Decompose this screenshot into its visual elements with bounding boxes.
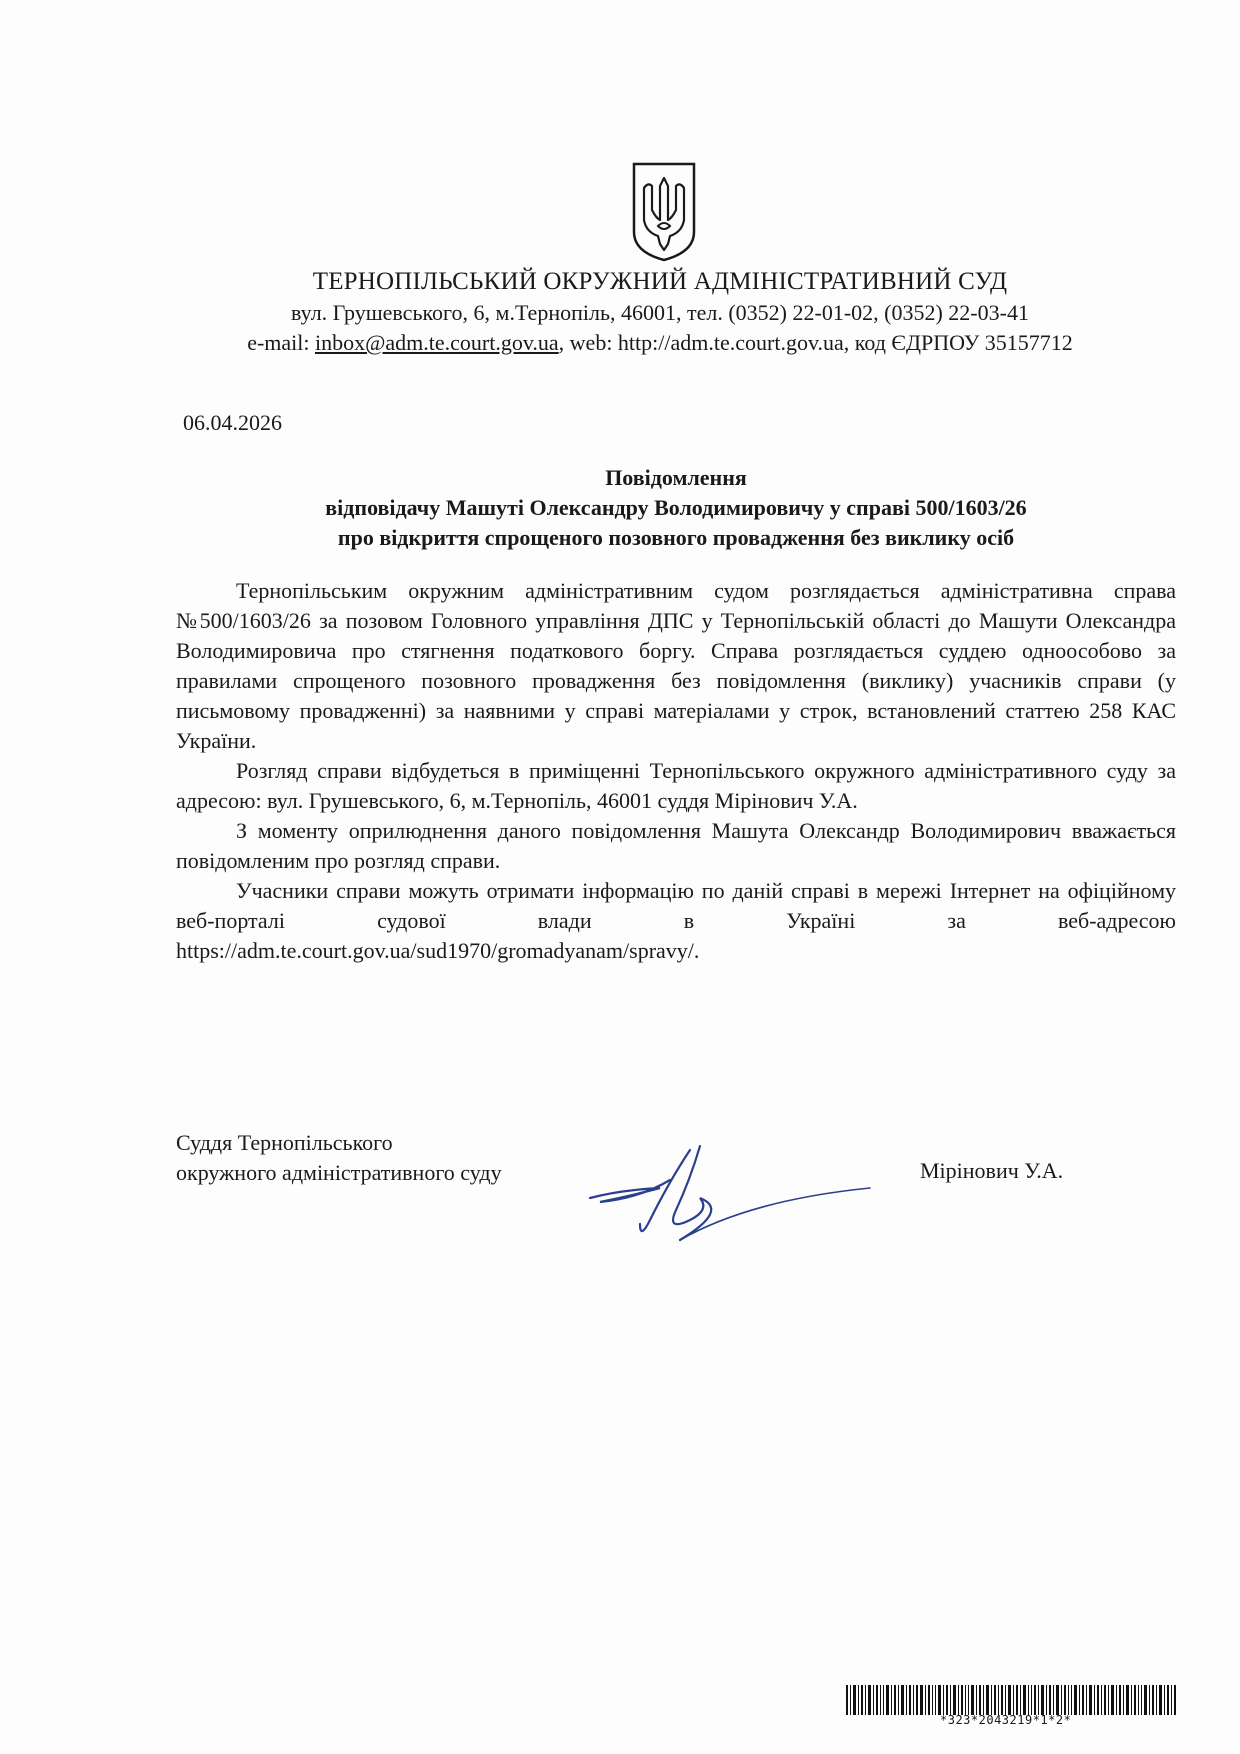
judge-name: Мірінович У.А. bbox=[920, 1158, 1064, 1183]
notice-title bbox=[176, 463, 1176, 553]
paragraph-notification: З моменту оприлюднення даного повідомлення Машута Олександр Володимирович вважається повідомленим про розгляд справи. bbox=[176, 818, 1176, 873]
court-email-link[interactable]: inbox@adm.te.court.gov.ua bbox=[315, 330, 559, 355]
court-contacts bbox=[210, 330, 1110, 356]
title-line-2: відповідачу Машуті Олександру Володимировичу у справі 500/1603/26 bbox=[325, 495, 1027, 520]
judge-position-line-1: Суддя Тернопільського bbox=[176, 1130, 393, 1155]
judge-position bbox=[176, 1128, 502, 1188]
barcode-graphic bbox=[846, 1685, 1176, 1715]
email-prefix: e-mail: bbox=[247, 330, 315, 355]
paragraph-case-info: Тернопільським окружним адміністративним судом розглядається адміністративна справа №500/1603/26 за позовом Головного управління ДПС у Тернопільській області до Машути Олександра Володимировича про стягнення податкового боргу. Справа розглядається суддею одноособово за правилами спрощеного позовного провадження без повідомлення (виклику) учасників справи (у письмовому провадженні) за наявними у справі матеріалами у строк, встановлений статтею 258 КАС України. bbox=[176, 578, 1176, 753]
court-address: вул. Грушевського, 6, м.Тернопіль, 46001, тел. (0352) 22-01-02, (0352) 22-03-41 bbox=[291, 300, 1029, 325]
paragraph-hearing-place: Розгляд справи відбудеться в приміщенні Тернопільського окружного адміністративного суду за адресою: вул. Грушевського, 6, м.Тернопіль, 46001 суддя Мірінович У.А. bbox=[176, 758, 1176, 813]
notice-body bbox=[176, 576, 1176, 966]
title-line-1: Повідомлення bbox=[605, 465, 747, 490]
court-name: ТЕРНОПІЛЬСЬКИЙ ОКРУЖНИЙ АДМІНІСТРАТИВНИЙ СУД bbox=[312, 268, 1008, 295]
judge-position-line-2: окружного адміністративного суду bbox=[176, 1160, 502, 1185]
paragraph-info-portal: Учасники справи можуть отримати інформацію по даній справі в мережі Інтернет на офіційному веб-порталі судової влади в Україні за веб-адресою https://adm.te.court.gov.ua/sud1970/gromadyanam/spravy/. bbox=[176, 878, 1176, 963]
document-date: 06.04.2026 bbox=[183, 410, 282, 435]
contacts-rest: , web: http://adm.te.court.gov.ua, код ЄДРПОУ 35157712 bbox=[558, 330, 1073, 355]
barcode-number: *323*2043219*1*2* bbox=[940, 1713, 1072, 1727]
handwritten-signature bbox=[580, 1140, 880, 1250]
trident-emblem-icon bbox=[628, 160, 700, 264]
title-line-3: про відкриття спрощеного позовного провадження без виклику осіб bbox=[337, 525, 1015, 550]
